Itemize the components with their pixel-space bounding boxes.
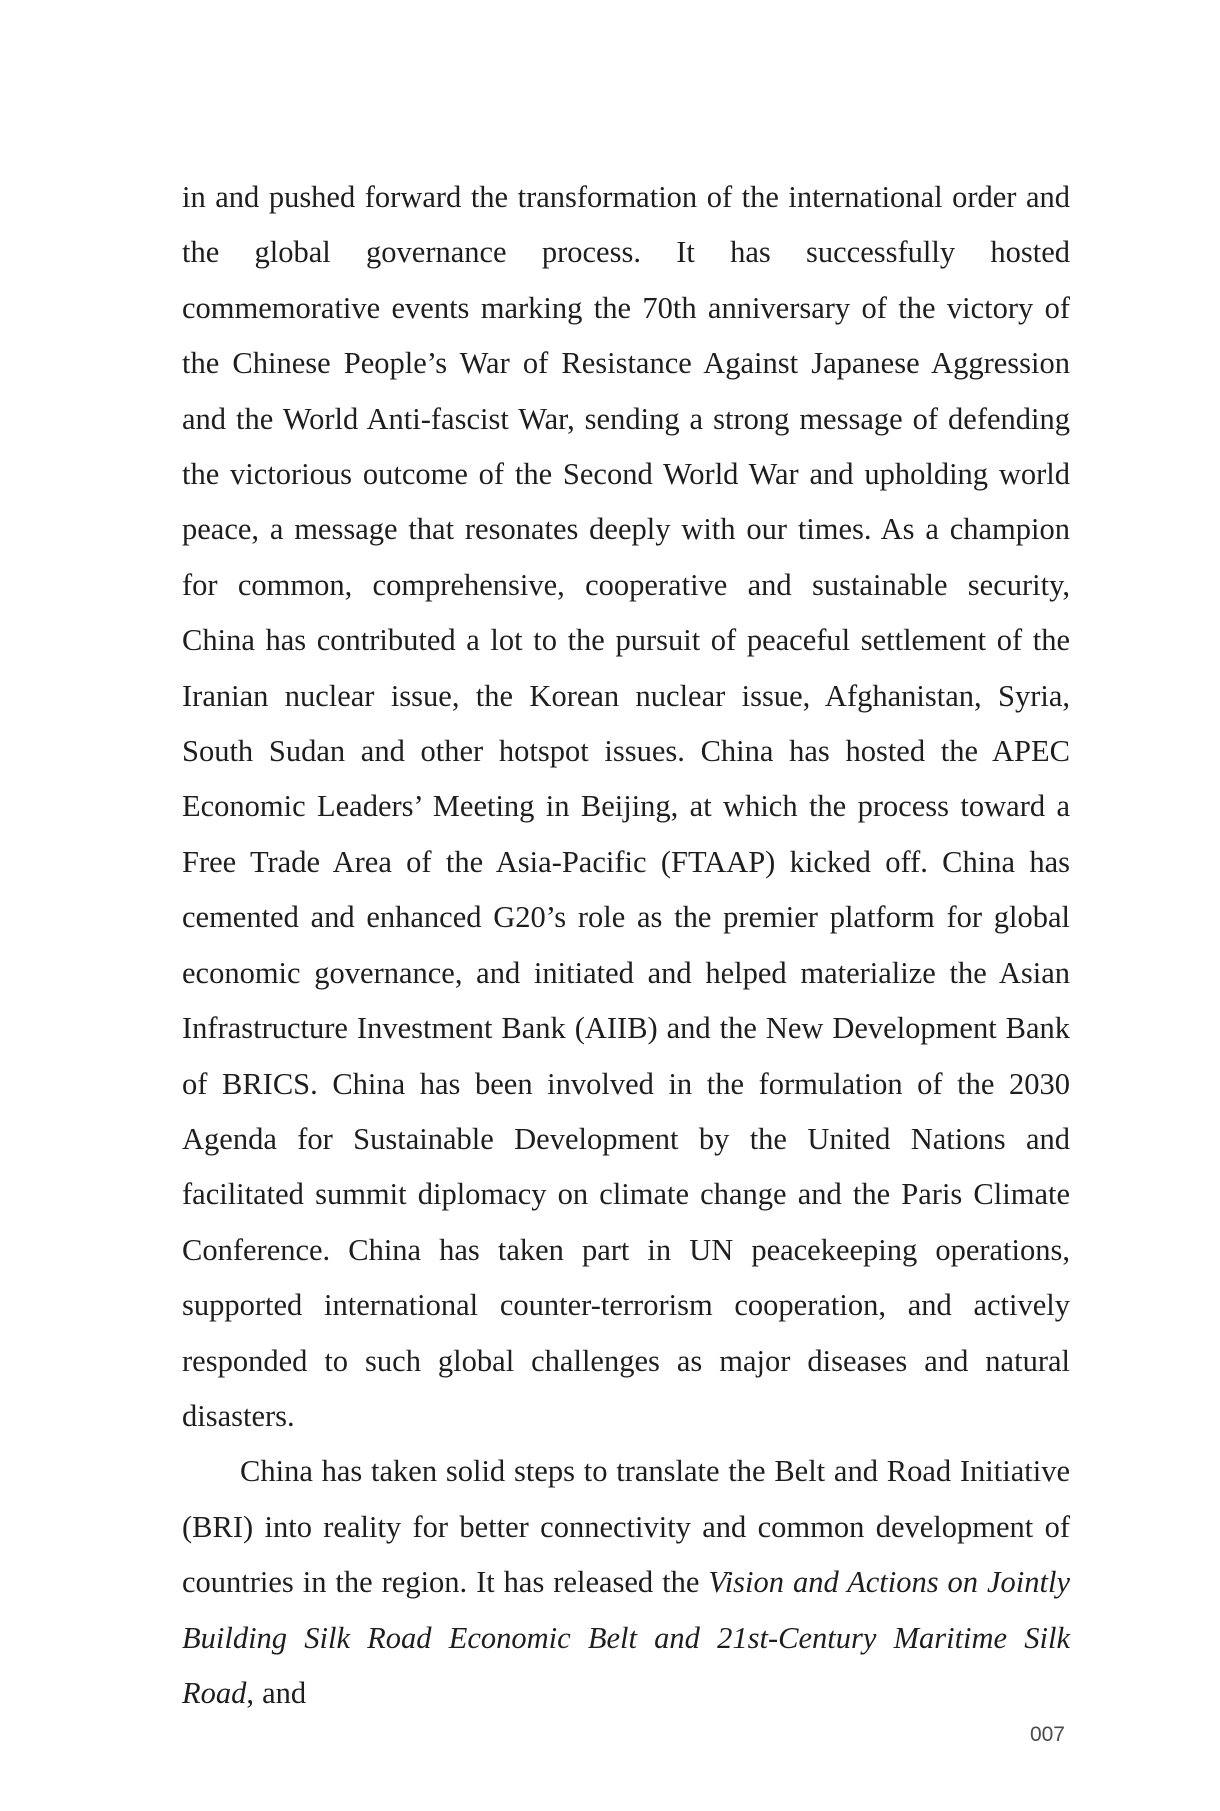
body-text [182,170,1070,1721]
paragraph-2-tail: , and [246,1675,307,1710]
paragraph-1: in and pushed forward the transformation of the international order and the global governance process. It has successfully hosted commemorative events marking the 70th anniversary of the victory of the Chinese People’s War of Resistance Against Japanese Aggression and the World Anti-fascist War, sending a strong message of defending the victorious outcome of the Second World War and upholding world peace, a message that resonates deeply with our times. As a champion for common, comprehensive, cooperative and sustainable security, China has contributed a lot to the pursuit of peaceful settlement of the Iranian nuclear issue, the Korean nuclear issue, Afghanistan, Syria, South Sudan and other hotspot issues. China has hosted the APEC Economic Leaders’ Meeting in Beijing, at which the process toward a Free Trade Area of the Asia-Pacific (FTAAP) kicked off. China has cemented and enhanced G20’s role as the premier platform for global economic governance, and initiated and helped materialize the Asian Infrastructure Investment Bank (AIIB) and the New Development Bank of BRICS. China has been involved in the formulation of the 2030 Agenda for Sustainable Development by the United Nations and facilitated summit diplomacy on climate change and the Paris Climate Conference. China has taken part in UN peacekeeping operations, supported international counter-terrorism cooperation, and actively responded to such global challenges as major diseases and natural disasters. [182,180,1070,1433]
page-number: 007 [1029,1723,1065,1746]
paragraph-2 [182,1444,1070,1721]
paragraph-2-document-title: Vision and Actions on Jointly Building Silk Road Economic Belt and 21st-Century Maritime Silk Road [182,1565,1070,1710]
paragraph-2-lead: China has taken solid steps to translate the Belt and Road Initiative (BRI) into reality for better connectivity and common development of countries in the region. It has released the [182,1454,1070,1600]
